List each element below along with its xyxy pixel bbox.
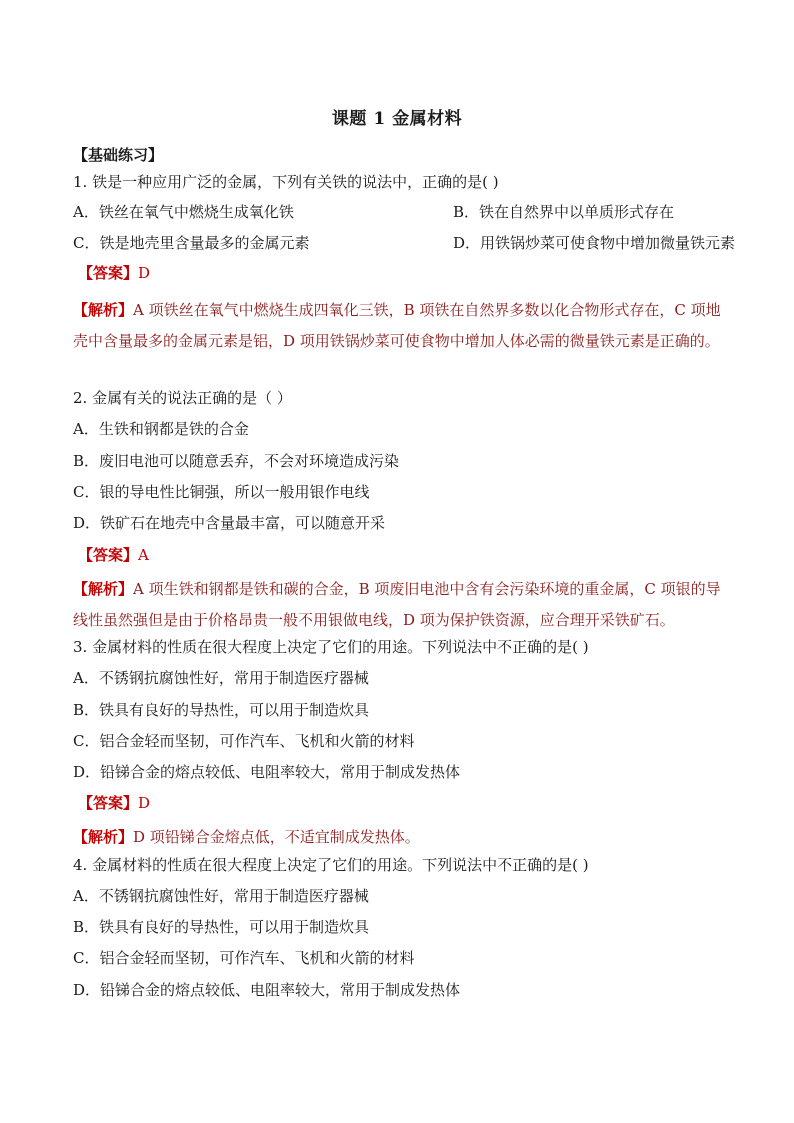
q1-option-d: D．用铁锅炒菜可使食物中增加微量铁元素 — [453, 234, 736, 252]
q4-stem: 4. 金属材料的性质在很大程度上决定了它们的用途。下列说法中不正确的是( ) — [73, 856, 589, 874]
q1-options-row1 — [73, 202, 675, 222]
q2-option-a: A．生铁和钢都是铁的合金 — [73, 420, 249, 438]
q1-options-row2 — [73, 233, 736, 253]
q3-stem: 3. 金属材料的性质在很大程度上决定了它们的用途。下列说法中不正确的是( ) — [73, 638, 589, 656]
q1-answer — [78, 263, 150, 283]
q2-analysis-text: A 项生铁和钢都是铁和碳的合金，B 项废旧电池中含有会污染环境的重金属，C 项银的导线性虽然强但是由于价格昂贵一般不用银做电线，D 项为保护铁资源，应合理开采铁矿石。 — [73, 580, 721, 629]
q1-stem: 1. 铁是一种应用广泛的金属，下列有关铁的说法中，正确的是( ) — [73, 173, 499, 191]
q1-answer-value: D — [138, 264, 151, 282]
q4-option-b: B．铁具有良好的导热性，可以用于制造炊具 — [73, 918, 370, 936]
q2-answer-value: A — [138, 546, 149, 564]
q1-option-a: A．铁丝在氧气中燃烧生成氧化铁 — [73, 203, 294, 221]
answer-tag: 【答案】 — [78, 546, 139, 564]
q1-option-b: B．铁在自然界中以单质形式存在 — [453, 203, 675, 221]
q1-option-c: C．铁是地壳里含量最多的金属元素 — [73, 234, 310, 252]
q2-stem: 2. 金属有关的说法正确的是（ ） — [73, 389, 292, 407]
q3-option-b: B．铁具有良好的导热性，可以用于制造炊具 — [73, 701, 370, 719]
q2-answer — [78, 545, 149, 565]
q4-option-a: A．不锈钢抗腐蚀性好，常用于制造医疗器械 — [73, 887, 369, 905]
answer-tag: 【答案】 — [78, 794, 139, 812]
analysis-tag: 【解析】 — [73, 580, 134, 598]
q4-option-d: D．铅锑合金的熔点较低、电阻率较大，常用于制成发热体 — [73, 981, 461, 999]
page-title: 课题 1 金属材料 — [331, 109, 463, 129]
q3-option-a: A．不锈钢抗腐蚀性好，常用于制造医疗器械 — [73, 669, 369, 687]
section-heading: 【基础练习】 — [73, 146, 164, 164]
q2-option-b: B．废旧电池可以随意丢弃，不会对环境造成污染 — [73, 452, 400, 470]
q2-option-c: C．银的导电性比铜强，所以一般用银作电线 — [73, 483, 370, 501]
q1-analysis — [73, 295, 723, 357]
q4-option-c: C．铝合金轻而坚韧，可作汽车、飞机和火箭的材料 — [73, 949, 415, 967]
answer-tag: 【答案】 — [78, 264, 139, 282]
q3-answer — [78, 793, 150, 813]
q3-answer-value: D — [138, 794, 151, 812]
q3-analysis — [73, 822, 723, 853]
q3-analysis-text: D 项铅锑合金熔点低，不适宜制成发热体。 — [133, 828, 420, 846]
q3-option-c: C．铝合金轻而坚韧，可作汽车、飞机和火箭的材料 — [73, 732, 415, 750]
q1-analysis-text: A 项铁丝在氧气中燃烧生成四氧化三铁，B 项铁在自然界多数以化合物形式存在，C 项地壳中含量最多的金属元素是铝，D 项用铁锅炒菜可使食物中增加人体必需的微量铁元素是正确的。 — [73, 301, 721, 350]
q2-option-d: D．铁矿石在地壳中含量最丰富，可以随意开采 — [73, 514, 386, 532]
analysis-tag: 【解析】 — [73, 301, 134, 319]
analysis-tag: 【解析】 — [73, 828, 134, 846]
q2-analysis — [73, 574, 723, 636]
q3-option-d: D．铅锑合金的熔点较低、电阻率较大，常用于制成发热体 — [73, 763, 461, 781]
